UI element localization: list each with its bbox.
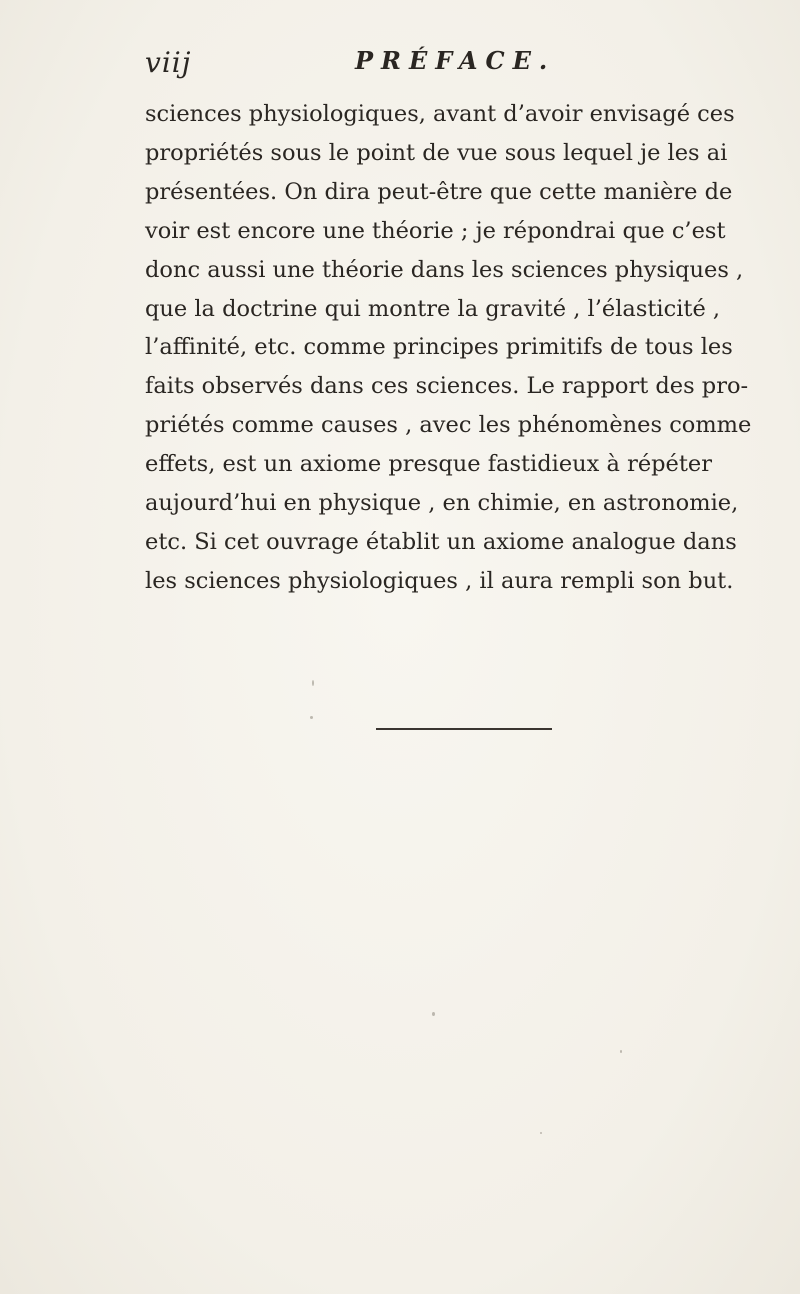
text-line: l’affinité, etc. comme principes primitifs de tous les (145, 334, 733, 361)
text-line: aujourd’hui en physique , en chimie, en astronomie, (145, 490, 739, 517)
text-line: donc aussi une théorie dans les sciences physiques , (145, 256, 744, 283)
paper-speck (620, 1050, 622, 1053)
text-line: voir est encore une théorie ; je répondrai que c’est (145, 217, 726, 244)
text-line: priétés comme causes , avec les phénomènes comme (145, 412, 752, 439)
running-title: PRÉFACE. (355, 46, 556, 75)
body-text (145, 95, 752, 601)
text-line: sciences physiologiques, avant d’avoir envisagé ces (145, 101, 735, 127)
text-line: propriétés sous le point de vue sous lequel je les ai (145, 139, 728, 166)
paper-speck (312, 680, 314, 686)
paper-speck (432, 1012, 435, 1016)
text-line: faits observés dans ces sciences. Le rapport des pro- (145, 373, 749, 400)
paper-speck (310, 716, 313, 719)
text-line: etc. Si cet ouvrage établit un axiome analogue dans (145, 528, 737, 555)
paper-speck (540, 1132, 542, 1134)
text-line: que la doctrine qui montre la gravité , l’élasticité , (145, 295, 721, 322)
section-end-rule (376, 728, 552, 730)
page-number: viij (145, 46, 192, 79)
running-head (145, 38, 665, 88)
text-line: présentées. On dira peut-être que cette manière de (145, 178, 733, 205)
text-line: les sciences physiologiques , il aura rempli son but. (145, 567, 734, 594)
text-line: effets, est un axiome presque fastidieux à répéter (145, 451, 712, 478)
